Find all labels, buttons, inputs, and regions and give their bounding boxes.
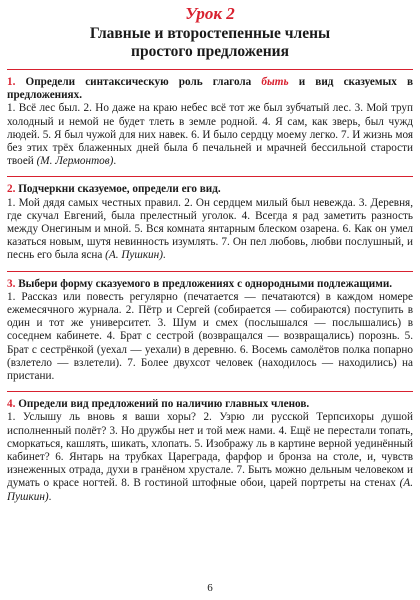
author: (А. Пушкин) xyxy=(7,477,413,503)
author: (М. Лермонтов) xyxy=(36,155,114,168)
highlighted-word: быть xyxy=(261,76,289,88)
exercise-4 xyxy=(7,398,413,504)
page-title xyxy=(7,25,413,61)
exercise-text: 1. Услышу ль вновь я ваши хоры? 2. Узрю ли русской Терпсихоры душой исполненный полёт? 3. Но дружбы нет и той меж нами. 4. Ещё не перестали топать, сморкаться, кашлять, шикать, хлопать. 5. Изображу ль в картине верной уединённый кабинет? 6. Янтарь на трубках Цареграда, фарфор и бронза на столе, и, чувств изнеженных отрада, духи в гранёном хрустале. 7. Быть можно дельным человеком и думать о красе ногтей. 8. В гостиной штофные обои, царей портреты на стенах xyxy=(7,411,413,490)
exercise-text: 1. Всё лес был. 2. Но даже на краю небес всё тот же был зубчатый лес. 3. Мой труп холодный и немой не будет тлеть в земле родной. 4. Я сам, как зверь, был чужд людей. 5. Я был чужой для них навек. 6. И было сердцу моему легко. 7. И жизнь моя без этих трёх блаженных дней была б печальней и мрачней бессильной старости твоей xyxy=(7,102,413,168)
author: (А. Пушкин) xyxy=(105,249,163,262)
exercise-number: 4. xyxy=(7,398,16,411)
exercise-question: Выбери форму сказуемого в предложениях с однородными подлежащими. xyxy=(18,277,393,290)
exercise-1 xyxy=(7,76,413,168)
title-line-2: простого предложения xyxy=(131,43,289,60)
exercise-number: 3. xyxy=(7,277,16,290)
divider-2 xyxy=(7,176,413,177)
punct: . xyxy=(113,155,117,168)
exercise-text: 1. Мой дядя самых честных правил. 2. Он сердцем милый был невежда. 3. Деревня, где скучал Евгений, была прелестный уголок. 4. Всегда я рад заметить разность между Онегиным и мной. 5. Вся комната янтарным блеском озарена. 6. Как он умел казаться новым, шутя невинность изумлять. 7. Он пел любовь, любви послушный, и песнь его была ясна xyxy=(7,196,413,262)
question-text: Определи синтаксическую роль глагола xyxy=(25,76,252,88)
divider-1 xyxy=(7,69,413,70)
punct: . xyxy=(48,490,52,503)
divider-4 xyxy=(7,391,413,392)
exercise-2 xyxy=(7,183,413,262)
exercise-question: Подчеркни сказуемое, определи его вид. xyxy=(18,183,221,196)
exercise-question xyxy=(7,76,413,101)
exercise-number: 1. xyxy=(7,76,16,88)
lesson-heading: Урок 2 xyxy=(185,4,235,23)
exercise-question: Определи вид предложений по наличию главных членов. xyxy=(18,398,310,411)
exercise-text: 1. Рассказ или повесть регулярно (печатается — печатаются) в каждом номере ежемесячного журнала. 2. Пётр и Сергей (собирается — собираются) поступить в один и тот же университет. 3. Шум и смех (послышался — послышались) в соседнем кабинете. 4. Брат с сестрой (возвращался — возвращались) порознь. 5. Брат с сестрёнкой (уехал — уехали) в деревню. 6. Восемь самолётов полка попарно (взлетело — взлетели). 7. Более двухсот человек (находилось — находились) на пристани. xyxy=(7,290,413,383)
punct: . xyxy=(162,249,166,262)
question-text: и вид сказуемых в предложениях. xyxy=(7,76,414,102)
exercise-3 xyxy=(7,278,413,384)
exercise-number: 2. xyxy=(7,183,16,196)
divider-3 xyxy=(7,271,413,272)
page-number: 6 xyxy=(207,582,213,594)
title-line-1: Главные и второстепенные члены xyxy=(89,25,331,42)
